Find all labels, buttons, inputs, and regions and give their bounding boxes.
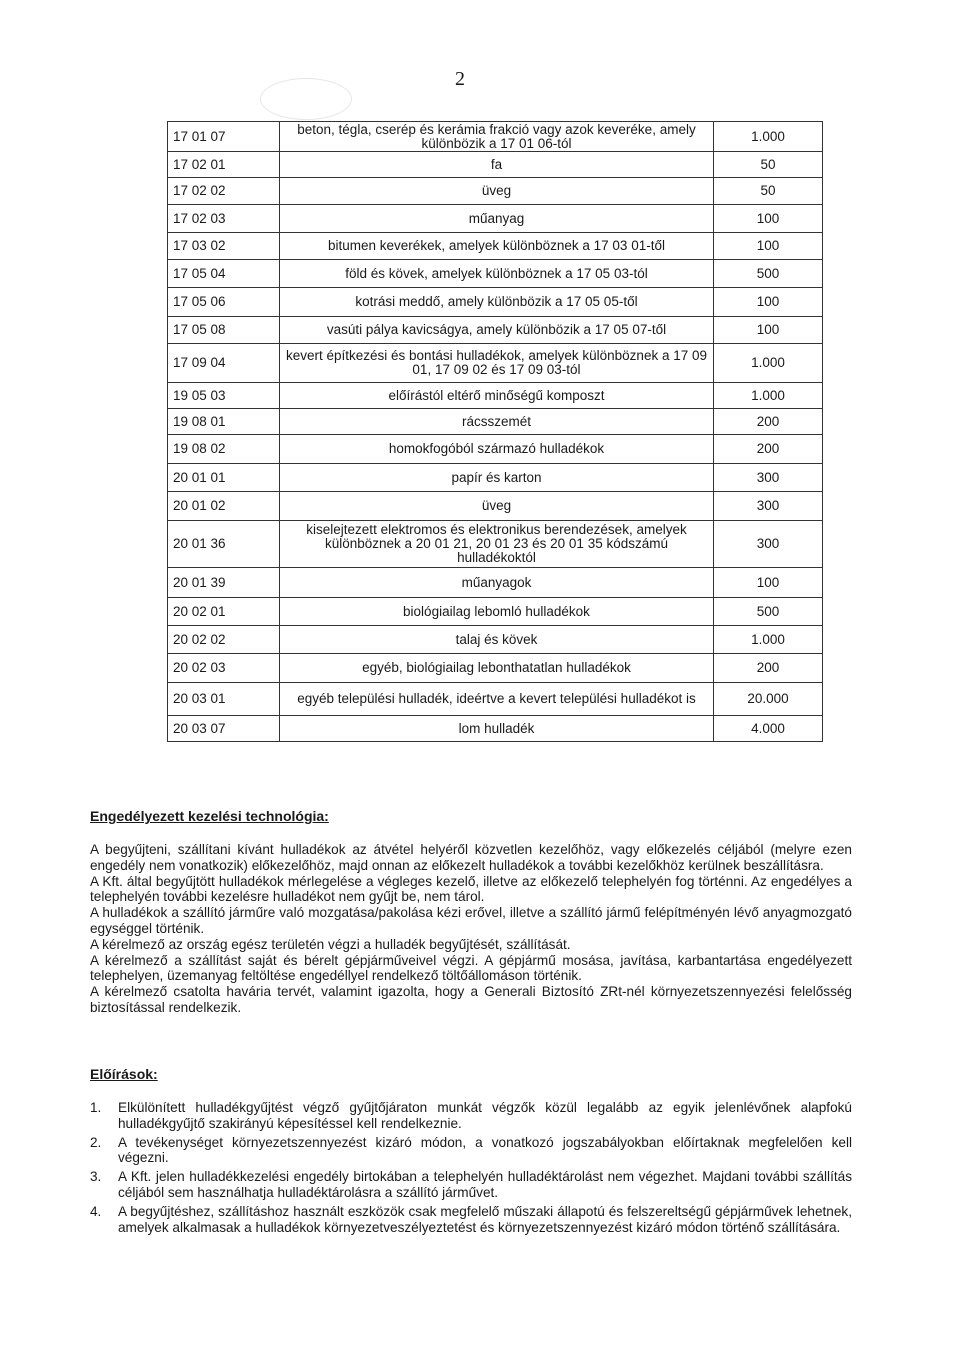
waste-description-cell: kiselejtezett elektromos és elektronikus berendezések, amelyek különböznek a 20 01 21, 20 01 23 és 20 01 35 kódszámú hulladékoktól <box>280 521 714 568</box>
waste-code-cell: 20 01 39 <box>168 568 280 598</box>
rule-item <box>90 1100 852 1132</box>
waste-description-cell: előírástól eltérő minőségű komposzt <box>280 383 714 409</box>
waste-quantity-cell: 1.000 <box>714 122 823 152</box>
rule-number: 3. <box>90 1169 102 1185</box>
waste-description-cell: lom hulladék <box>280 716 714 742</box>
waste-code-cell: 19 08 01 <box>168 409 280 435</box>
waste-code-cell: 20 01 02 <box>168 492 280 521</box>
waste-description-cell: papír és karton <box>280 464 714 492</box>
table-row <box>168 344 823 383</box>
rule-number: 2. <box>90 1134 102 1150</box>
waste-description-cell: vasúti pálya kavicságya, amely különbözik a 17 05 07-től <box>280 317 714 344</box>
waste-description-cell: műanyagok <box>280 568 714 598</box>
waste-description-cell: egyéb, biológiailag lebonthatatlan hulladékok <box>280 654 714 683</box>
table-row <box>168 716 823 742</box>
waste-quantity-cell: 4.000 <box>714 716 823 742</box>
rule-number: 1. <box>90 1100 102 1115</box>
waste-code-cell: 17 02 02 <box>168 178 280 205</box>
table-row <box>168 598 823 626</box>
waste-quantity-cell: 100 <box>714 317 823 344</box>
table-row <box>168 464 823 492</box>
waste-code-cell: 17 03 02 <box>168 233 280 260</box>
table-row <box>168 626 823 654</box>
waste-quantity-cell: 500 <box>714 260 823 288</box>
waste-code-cell: 17 05 06 <box>168 288 280 317</box>
waste-code-table <box>167 121 823 742</box>
waste-code-cell: 20 03 07 <box>168 716 280 742</box>
waste-code-cell: 17 02 03 <box>168 205 280 233</box>
table-row <box>168 152 823 178</box>
waste-code-cell: 20 02 03 <box>168 654 280 683</box>
rule-text: A Kft. jelen hulladékkezelési engedély birtokában a telephelyén hulladéktárolást nem végezhet. Majdani további szállítás céljából sem használhatja hulladéktárolásra a szállító járművet. <box>118 1169 852 1200</box>
technology-paragraph: A kérelmező csatolta havária tervét, valamint igazolta, hogy a Generali Biztosító ZRt-nél környezetszennyezési felelősség biztosítással rendelkezik. <box>90 984 852 1015</box>
rule-text: Elkülönített hulladékgyűjtést végző gyűjtőjáraton munkát végzők közül legalább az egyik jelenlévőnek alapfokú hulladékgyűjtő szakirányú képesítéssel kell rendelkeznie. <box>118 1100 852 1131</box>
technology-paragraph: A hulladékok a szállító járműre való mozgatása/pakolása kézi erővel, illetve a szállító jármű felépítményén lévő anyagmozgató egységgel történik. <box>90 905 852 936</box>
rule-item <box>90 1169 852 1201</box>
table-row <box>168 288 823 317</box>
waste-description-cell: kotrási meddő, amely különbözik a 17 05 05-től <box>280 288 714 317</box>
waste-code-cell: 19 08 02 <box>168 435 280 464</box>
waste-quantity-cell: 200 <box>714 409 823 435</box>
waste-table-body <box>168 122 823 742</box>
waste-code-cell: 17 01 07 <box>168 122 280 152</box>
waste-quantity-cell: 300 <box>714 492 823 521</box>
waste-quantity-cell: 100 <box>714 205 823 233</box>
waste-quantity-cell: 200 <box>714 435 823 464</box>
table-row <box>168 568 823 598</box>
waste-code-cell: 20 02 01 <box>168 598 280 626</box>
technology-title: Engedélyezett kezelési technológia: <box>90 808 329 824</box>
waste-quantity-cell: 500 <box>714 598 823 626</box>
table-row <box>168 435 823 464</box>
waste-code-cell: 17 09 04 <box>168 344 280 383</box>
rule-text: A begyűjtéshez, szállításhoz használt eszközök csak megfelelő műszaki állapotú és felszereltségű gépjárművek lehetnek, amelyek alkalmasak a hulladékok környezetveszélyeztetést és környezetszennyezést kizáró módon történő szállítására. <box>118 1203 852 1235</box>
waste-description-cell: beton, tégla, cserép és kerámia frakció vagy azok keveréke, amely különbözik a 17 01 06-tól <box>280 122 714 152</box>
table-row <box>168 409 823 435</box>
technology-paragraph: A Kft. által begyűjtött hulladékok mérlegelése a végleges kezelő, illetve az előkezelő telephelyén fog történni. Az engedélyes a telephelyén további kezelésre hulladékot nem gyűjt be, nem tárol. <box>90 873 852 905</box>
technology-paragraph: A kérelmező a szállítást saját és bérelt gépjárműveivel végzi. A gépjármű mosása, javítása, karbantartása engedélyezett telephelyen, üzemanyag feltöltése engedéllyel rendelkező töltőállomáson történik. <box>90 952 852 984</box>
page-number: 2 <box>455 68 465 90</box>
waste-code-cell: 17 05 08 <box>168 317 280 344</box>
table-row <box>168 178 823 205</box>
waste-code-cell: 17 05 04 <box>168 260 280 288</box>
waste-quantity-cell: 300 <box>714 521 823 568</box>
rules-title: Előírások: <box>90 1066 158 1082</box>
waste-description-cell: rácsszemét <box>280 409 714 435</box>
waste-code-cell: 20 01 36 <box>168 521 280 568</box>
table-row <box>168 383 823 409</box>
rule-number: 4. <box>90 1203 102 1219</box>
rules-list <box>90 1100 852 1238</box>
waste-code-cell: 20 03 01 <box>168 683 280 716</box>
rule-item <box>90 1135 852 1167</box>
table-row <box>168 492 823 521</box>
waste-description-cell: bitumen keverékek, amelyek különböznek a 17 03 01-től <box>280 233 714 260</box>
waste-description-cell: üveg <box>280 178 714 205</box>
waste-quantity-cell: 100 <box>714 288 823 317</box>
waste-description-cell: üveg <box>280 492 714 521</box>
waste-description-cell: fa <box>280 152 714 178</box>
table-row <box>168 205 823 233</box>
waste-description-cell: föld és kövek, amelyek különböznek a 17 05 03-tól <box>280 260 714 288</box>
rule-text: A tevékenységet környezetszennyezést kizáró módon, a vonatkozó jogszabályokban előírtaknak megfelelően kell végezni. <box>118 1134 852 1166</box>
table-row <box>168 260 823 288</box>
table-row <box>168 317 823 344</box>
rule-item <box>90 1204 852 1236</box>
technology-text <box>90 842 852 1016</box>
waste-code-cell: 20 02 02 <box>168 626 280 654</box>
table-row <box>168 233 823 260</box>
waste-quantity-cell: 200 <box>714 654 823 683</box>
waste-quantity-cell: 100 <box>714 568 823 598</box>
waste-quantity-cell: 1.000 <box>714 383 823 409</box>
table-row <box>168 122 823 152</box>
waste-quantity-cell: 100 <box>714 233 823 260</box>
waste-quantity-cell: 50 <box>714 178 823 205</box>
waste-code-cell: 20 01 01 <box>168 464 280 492</box>
waste-description-cell: biológiailag lebomló hulladékok <box>280 598 714 626</box>
faint-stamp-mark <box>260 78 352 120</box>
waste-description-cell: talaj és kövek <box>280 626 714 654</box>
waste-quantity-cell: 1.000 <box>714 626 823 654</box>
waste-quantity-cell: 50 <box>714 152 823 178</box>
technology-paragraph: A begyűjteni, szállítani kívánt hulladékok az átvétel helyéről közvetlen kezelőhöz, vagy előkezelés céljából (melyre ezen engedély nem vonatkozik) előkezelőhöz, majd onnan az előkezelt hulladékok a további kezelőkhöz kerülnek beszállításra. <box>90 842 852 873</box>
waste-description-cell: műanyag <box>280 205 714 233</box>
table-row <box>168 654 823 683</box>
waste-code-cell: 19 05 03 <box>168 383 280 409</box>
technology-paragraph: A kérelmező az ország egész területén végzi a hulladék begyűjtését, szállítását. <box>90 936 571 952</box>
waste-quantity-cell: 20.000 <box>714 683 823 716</box>
table-row <box>168 683 823 716</box>
waste-description-cell: egyéb települési hulladék, ideértve a kevert települési hulladékot is <box>280 683 714 716</box>
waste-quantity-cell: 1.000 <box>714 344 823 383</box>
waste-description-cell: kevert építkezési és bontási hulladékok, amelyek különböznek a 17 09 01, 17 09 02 és 17 09 03-tól <box>280 344 714 383</box>
table-row <box>168 521 823 568</box>
waste-description-cell: homokfogóból származó hulladékok <box>280 435 714 464</box>
waste-code-cell: 17 02 01 <box>168 152 280 178</box>
waste-quantity-cell: 300 <box>714 464 823 492</box>
